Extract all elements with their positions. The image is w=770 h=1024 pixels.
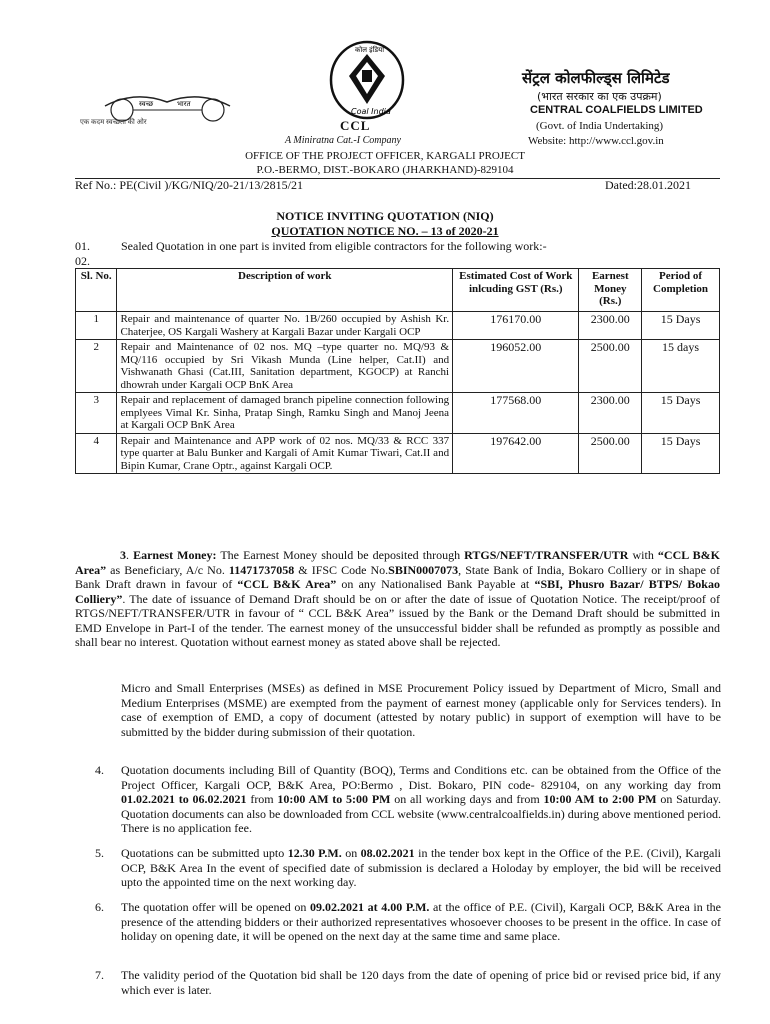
row-earnest-money: 2500.00 — [579, 340, 642, 393]
item-text: at the office of P.E. (Civil), Kargali OCP, B&K Area in the presence of the attending bidders or their authorized representatives whosoever chooses to be present in the office. In case of holiday on opening date, it will be opened on the next day at the same time and same place. — [121, 900, 721, 943]
row-period: 15 Days — [642, 393, 720, 434]
ccl-abbr: CCL — [340, 118, 371, 133]
office-line-2: P.O.-BERMO, DIST.-BOKARO (JHARKHAND)-829104 — [256, 164, 514, 176]
para3-bold: “SBI, Phusro Bazar/ BTPS/ Bokao Colliery” — [75, 577, 720, 606]
item-7-text: The validity period of the Quotation bid shall be 120 days from the date of opening of price bid or revised price bid, if any which ever is later. — [121, 968, 721, 997]
swachh-right-text: भारत — [177, 100, 191, 108]
header-period: Period of Completion — [642, 269, 720, 312]
row-estimated-cost: 197642.00 — [453, 433, 579, 474]
para3-number: 3 — [120, 548, 126, 562]
para3-text: as Beneficiary, A/c No. — [106, 562, 229, 577]
header-sl: Sl. No. — [76, 269, 117, 312]
row-sl: 1 — [76, 312, 117, 340]
item-6-text — [121, 900, 721, 944]
item-5-number: 5. — [95, 846, 104, 860]
earnest-money-paragraph: 3. Earnest Money: The Earnest Money should be deposited through RTGS/NEFT/TRANSFER/UTR with “CCL B&K Area” as Beneficiary, A/c No. 11471737058 & IFSC Code No.SBIN0007073, State Bank of India, Bokaro Colliery or in shape of Bank Draft drawn in favour of “CCL B&K Area” on any Nationalised Bank Payable at “SBI, Phusro Bazar/ BTPS/ Bokao Colliery”. The date of issuance of Demand Draft should be on or after the date of issue of Quotation Notice. The receipt/proof of RTGS/NEFT/TRANSFER/UTR in favour of “ CCL B&K Area” issued by the Bank or the Demand Draft should be submitted in EMD Envelope in Part-I of the tender. The earnest money of the unsuccessful bidder shall be refunded as promptly as possible and shall bear no interest. Quotation without earnest money as stated above shall be rejected. — [75, 548, 721, 649]
office-line-1: OFFICE OF THE PROJECT OFFICER, KARGALI PROJECT — [245, 150, 525, 162]
para3-bold: RTGS/NEFT/TRANSFER/UTR — [464, 548, 629, 562]
item-text: The quotation offer will be opened on — [121, 900, 311, 914]
item-6-number: 6. — [95, 900, 104, 914]
row-earnest-money: 2500.00 — [579, 433, 642, 474]
item-4-text — [121, 763, 721, 836]
item-text: on — [341, 846, 361, 860]
company-name-english: CENTRAL COALFIELDS LIMITED — [530, 104, 703, 116]
govt-undertaking-hindi: (भारत सरकार का एक उपक्रम) — [537, 90, 662, 103]
company-name-hindi: सेंट्रल कोलफील्ड्स लिमिटेड — [522, 69, 670, 87]
row-sl: 2 — [76, 340, 117, 393]
item-text: from — [246, 792, 278, 806]
intro-text: Sealed Quotation in one part is invited from eligible contractors for the following work:- — [121, 239, 547, 253]
row-description: Repair and maintenance of quarter No. 1B/260 occupied by Ashish Kr. Chaterjee, OS Kargali Washery at Kargali Bazar under Kargali OCP — [117, 312, 453, 340]
notice-subtitle: QUOTATION NOTICE NO. – 13 of 2020-21 — [271, 224, 499, 238]
row-period: 15 days — [642, 340, 720, 393]
notice-title: NOTICE INVITING QUOTATION (NIQ) — [276, 209, 494, 223]
miniratna-tagline: A Miniratna Cat.-I Company — [285, 135, 401, 146]
item-text: on all working days and from — [390, 792, 544, 806]
para3-text: The Earnest Money should be deposited through — [216, 548, 465, 562]
item-bold: 10:00 AM to 2:00 PM — [543, 792, 657, 806]
table-row — [76, 433, 720, 474]
row-period: 15 Days — [642, 312, 720, 340]
item-bold: 08.02.2021 — [360, 846, 415, 860]
header-estimated-cost: Estimated Cost of Work inlcuding GST (Rs.) — [453, 269, 579, 312]
row-estimated-cost: 176170.00 — [453, 312, 579, 340]
table-row — [76, 340, 720, 393]
row-description: Repair and Maintenance of 02 nos. MQ –type quarter no. MQ/93 & MQ/116 occupied by Sri Vikash Munda (Line helper, Cat.II) and Vishwanath Ghasi (Cat.III, Sanitation department, KGOCP) at Ranchi dhowrah under Kargali OCP BnK Area — [117, 340, 453, 393]
website: Website: http://www.ccl.gov.in — [528, 135, 664, 147]
para3-text: . The date of issuance of Demand Draft should be on or after the date of issue of Quotation Notice. The receipt/proof of RTGS/NEFT/TRANSFER/UTR in favour of “ CCL B&K Area” issued by the Bank or the Demand Draft should be submitted in EMD Envelope in Part-I of the tender. The earnest money of the unsuccessful bidder shall be refunded as promptly as possible and shall bear no interest. Quotation without earnest money as stated above shall be rejected. — [75, 591, 720, 649]
header-earnest-money: Earnest Money (Rs.) — [579, 269, 642, 312]
ccl-logo-bottom-text: Coal India — [351, 107, 391, 116]
para3-text: , State Bank of India, Bokaro Colliery or in shape of Bank Draft drawn in favour of — [75, 562, 721, 591]
item-bold: 01.02.2021 to 06.02.2021 — [121, 792, 247, 806]
item-bold: 10:00 AM to 5:00 PM — [277, 792, 391, 806]
para3-bold: 11471737058 — [228, 562, 295, 577]
dated: Dated:28.01.2021 — [605, 178, 691, 192]
row-sl: 4 — [76, 433, 117, 474]
item-bold: 12.30 P.M. — [287, 846, 342, 860]
works-table — [75, 268, 720, 474]
item-4-number: 4. — [95, 763, 104, 777]
row-sl: 3 — [76, 393, 117, 434]
mse-exemption-paragraph: Micro and Small Enterprises (MSEs) as defined in MSE Procurement Policy issued by Department of Micro, Small and Medium Enterprises (MSME) are exempted from the payment of earnest money (applicable only for Services tenders). In case of exemption of EMD, a copy of document (attested by notary public) in support of exemption will have to be submitted by the bidder during submission of their quotation. — [121, 681, 721, 739]
para3-bold: “CCL B&K Area” — [237, 577, 337, 591]
item-text: Quotation documents including Bill of Quantity (BOQ), Terms and Conditions etc. can be obtained from the Office of the Project Officer, Kargali OCP, B&K Area, PO:Bermo , Dist. Bokaro, PIN code- 829104, on any working day from — [121, 763, 721, 792]
para3-text: on any Nationalised Bank Payable at — [336, 577, 535, 591]
item-bold: 09.02.2021 at 4.00 P.M. — [310, 900, 430, 914]
row-estimated-cost: 177568.00 — [453, 393, 579, 434]
govt-undertaking: (Govt. of India Undertaking) — [536, 120, 664, 132]
table-row — [76, 312, 720, 340]
row-estimated-cost: 196052.00 — [453, 340, 579, 393]
table-header-row — [76, 269, 720, 312]
para3-bold: “CCL B&K Area” — [75, 548, 720, 577]
row-period: 15 Days — [642, 433, 720, 474]
item-text: in the tender box kept in the Office of the P.E. (Civil), Kargali OCP, B&K Area In the event of specified date of submission is declared a Holoday by employer, the bid will be received upto the appointed time on the next working day. — [121, 846, 721, 889]
intro-number-02: 02. — [75, 254, 90, 268]
swachh-left-text: स्वच्छ — [139, 100, 154, 108]
para3-text: with — [628, 548, 658, 562]
item-text: Quotations can be submitted upto — [121, 846, 288, 860]
para3-bold: SBIN0007073 — [388, 562, 459, 577]
item-5-text — [121, 846, 721, 890]
ccl-logo — [327, 40, 407, 120]
swachh-caption: एक कदम स्वच्छता की ओर — [80, 118, 147, 126]
table-row — [76, 393, 720, 434]
row-earnest-money: 2300.00 — [579, 393, 642, 434]
item-7-number: 7. — [95, 968, 104, 982]
para3-heading: Earnest Money: — [133, 548, 217, 562]
row-description: Repair and replacement of damaged branch pipeline connection following emplyees Vimal Kr. Sinha, Pratap Singh, Ramku Singh and Manoj Jeena at Kargali OCP BnK Area — [117, 393, 453, 434]
row-description: Repair and Maintenance and APP work of 02 nos. MQ/33 & RCC 337 type quarter at Balu Bunker and Kargali of Amit Kumar Tiwari, Cat.II and Bipin Kumar, Crane Optr., against Kargali OCP. — [117, 433, 453, 474]
ccl-logo-arc-text: कोल इंडिया — [355, 46, 385, 54]
intro-number-01: 01. — [75, 239, 90, 253]
header-description: Description of work — [117, 269, 453, 312]
para3-text: & IFSC Code No. — [294, 562, 389, 577]
ref-no: Ref No.: PE(Civil )/KG/NIQ/20-21/13/2815/21 — [75, 178, 303, 192]
item-text: on Saturday. Quotation documents can also be downloaded from CCL website (www.centralcoalfields.in) during above mentioned period. There is no application fee. — [121, 792, 721, 835]
row-earnest-money: 2300.00 — [579, 312, 642, 340]
